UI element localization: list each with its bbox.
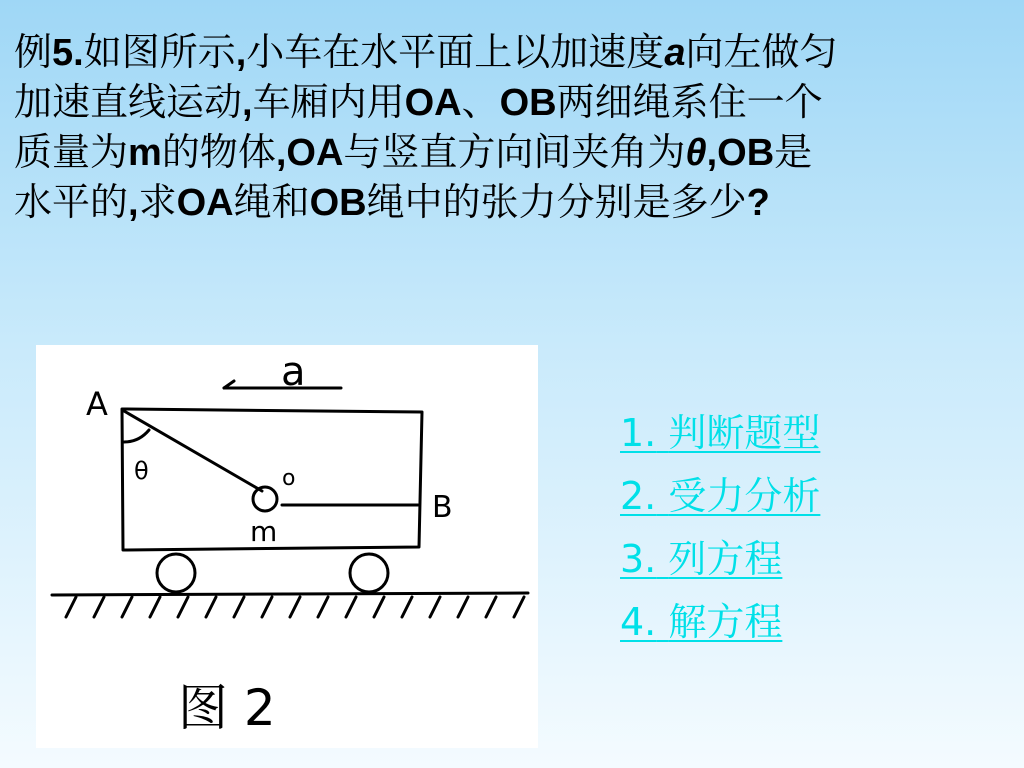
cart-diagram [36, 345, 538, 748]
rope-oa: OA [404, 82, 462, 124]
right-wheel [350, 554, 388, 592]
problem-line-1 [14, 28, 1014, 78]
example-number: 5. [52, 32, 84, 74]
text: 与竖直方向间夹角为 [343, 130, 686, 174]
comma: , [235, 32, 247, 74]
rope-oa: OA [286, 132, 344, 174]
step-link-2[interactable] [620, 465, 820, 528]
rope-oa: OA [176, 182, 234, 224]
step-number: 4. [620, 600, 657, 644]
comma: , [128, 182, 139, 224]
text: 车厢内用 [252, 80, 405, 124]
ground-line [52, 593, 528, 595]
figure-caption: 图 2 [178, 679, 276, 737]
left-wheel [157, 554, 195, 592]
problem-statement [14, 28, 1014, 228]
step-link-3[interactable] [620, 528, 820, 591]
mass-ball [253, 487, 277, 511]
label-acceleration: a [281, 349, 306, 395]
label-mass-m: m [250, 515, 278, 548]
solution-steps [620, 402, 820, 654]
rope-ob: OB [309, 182, 367, 224]
text: 水平的 [14, 180, 129, 224]
text: 的物体 [161, 130, 276, 174]
problem-line-2 [14, 78, 1014, 128]
text: 求 [138, 180, 177, 224]
ground-hatching [66, 597, 524, 617]
comma: , [706, 132, 718, 174]
text: 如图所示 [83, 30, 236, 74]
label-point-o: o [282, 466, 296, 491]
step-number: 1. [620, 411, 657, 455]
step-link-1[interactable] [620, 402, 820, 465]
question-mark: ? [746, 182, 770, 224]
rope-ob: OB [499, 82, 557, 124]
cart-diagram-svg [36, 345, 538, 748]
label-point-a: A [86, 385, 108, 423]
step-number: 3. [620, 537, 657, 581]
text: 质量为 [14, 130, 129, 174]
variable-a: a [664, 32, 686, 74]
text: 是 [774, 130, 813, 174]
step-number: 2. [620, 474, 657, 518]
step-label: 列方程 [668, 537, 783, 581]
theta-arc [124, 430, 149, 442]
problem-line-4 [14, 178, 1014, 228]
label-point-b: B [432, 490, 453, 525]
label-theta: θ [134, 457, 149, 485]
step-label: 判断题型 [668, 411, 821, 455]
text: 加速直线运动 [14, 80, 243, 124]
problem-line-3 [14, 128, 1014, 178]
variable-m: m [128, 132, 162, 174]
text: 、 [461, 80, 500, 124]
step-link-4[interactable] [620, 591, 820, 654]
text: 绳和 [233, 180, 310, 224]
text: 两细绳系住一个 [556, 80, 823, 124]
rope-ob: OB [717, 132, 775, 174]
text: 向左做匀 [685, 30, 838, 74]
variable-theta: θ [685, 132, 707, 174]
text: 绳中的张力分别是多少 [366, 180, 747, 224]
comma: , [275, 132, 287, 174]
text: 例 [14, 30, 53, 74]
step-label: 解方程 [668, 600, 783, 644]
step-label: 受力分析 [668, 474, 821, 518]
comma: , [242, 82, 253, 124]
text: 小车在水平面上以加速度 [246, 30, 665, 74]
